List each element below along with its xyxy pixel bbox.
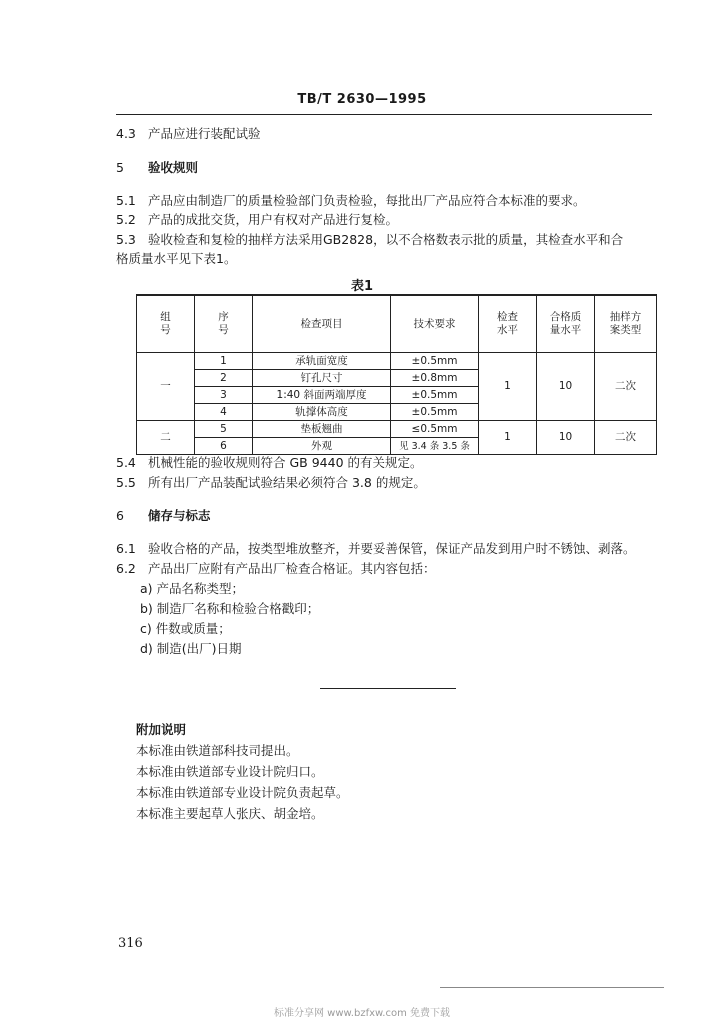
- clause-text: 所有出厂产品装配试验结果必须符合 3.8 的规定。: [148, 475, 426, 490]
- clause-number: 6.2: [116, 561, 136, 576]
- requirement-cell: 见 3.4 条 3.5 条: [391, 438, 479, 455]
- clause-6-2: [116, 561, 436, 577]
- clause-text-line1: 验收检查和复检的抽样方法采用GB2828，以不合格数表示批的质量，其检查水平和合: [148, 232, 624, 247]
- aql-cell: 10: [537, 353, 595, 421]
- item-cell: 钉孔尺寸: [253, 370, 391, 387]
- list-item: d) 制造(出厂)日期: [140, 641, 242, 656]
- inspection-level-cell: 1: [479, 353, 537, 421]
- header-item: 检查项目: [253, 295, 391, 353]
- section-number: 5: [116, 160, 124, 175]
- seq-cell: 1: [195, 353, 253, 370]
- scheme-cell: 二次: [595, 353, 657, 421]
- clause-5-3: [116, 232, 623, 248]
- clause-number: 5.3: [116, 232, 136, 247]
- section-title: 验收规则: [148, 160, 199, 175]
- requirement-cell: ≤0.5mm: [391, 421, 479, 438]
- clause-number: 5.1: [116, 193, 136, 208]
- clause-text: 产品的成批交货，用户有权对产品进行复检。: [148, 212, 399, 227]
- seq-cell: 2: [195, 370, 253, 387]
- section-5-heading: [116, 160, 198, 176]
- requirement-cell: ±0.5mm: [391, 387, 479, 404]
- page-number: 316: [118, 936, 143, 951]
- header-rule: [116, 114, 652, 115]
- table-caption: 表1: [350, 279, 374, 294]
- table-row: [137, 421, 657, 438]
- clause-number: 5.2: [116, 212, 136, 227]
- table-row: [137, 353, 657, 370]
- clause-5-5: [116, 475, 426, 491]
- end-divider: [320, 688, 456, 689]
- seq-cell: 3: [195, 387, 253, 404]
- header-aql: 合格质 量水平: [537, 295, 595, 353]
- clause-6-1: [116, 541, 636, 557]
- requirement-cell: ±0.8mm: [391, 370, 479, 387]
- section-6-heading: [116, 508, 211, 524]
- section-number: 6: [116, 508, 124, 523]
- clause-5-1: [116, 193, 586, 209]
- clause-text: 验收合格的产品，按类型堆放整齐，并要妥善保管，保证产品发到用户时不锈蚀、剥落。: [148, 541, 636, 556]
- aql-cell: 10: [537, 421, 595, 455]
- item-cell: 垫板翘曲: [253, 421, 391, 438]
- item-cell: 承轨面宽度: [253, 353, 391, 370]
- seq-cell: 4: [195, 404, 253, 421]
- note-line: 本标准主要起草人张庆、胡金培。: [136, 806, 324, 821]
- group-cell: 一: [137, 353, 195, 421]
- clause-text: 产品出厂应附有产品出厂检查合格证。其内容包括：: [148, 561, 436, 576]
- clause-number: 5.4: [116, 455, 136, 470]
- item-cell: 1:40 斜面两端厚度: [253, 387, 391, 404]
- footer-rule: [440, 987, 664, 988]
- table-header-row: [137, 295, 657, 353]
- scheme-cell: 二次: [595, 421, 657, 455]
- clause-4-3: [116, 126, 261, 142]
- clause-number: 4.3: [116, 126, 136, 141]
- requirement-cell: ±0.5mm: [391, 353, 479, 370]
- clause-text: 机械性能的验收规则符合 GB 9440 的有关规定。: [148, 455, 423, 470]
- seq-cell: 5: [195, 421, 253, 438]
- section-title: 储存与标志: [148, 508, 211, 523]
- list-item: a) 产品名称类型；: [140, 581, 245, 596]
- group-cell: 二: [137, 421, 195, 455]
- clause-text: 产品应进行装配试验: [148, 126, 261, 141]
- notes-title: 附加说明: [136, 722, 187, 737]
- note-line: 本标准由铁道部专业设计院负责起草。: [136, 785, 349, 800]
- list-item: c) 件数或质量；: [140, 621, 231, 636]
- standard-code-header: TB/T 2630—1995: [297, 92, 427, 107]
- item-cell: 轨撑体高度: [253, 404, 391, 421]
- requirement-cell: ±0.5mm: [391, 404, 479, 421]
- clause-5-2: [116, 212, 398, 228]
- header-inspection-level: 检查 水平: [479, 295, 537, 353]
- clause-5-3-continuation: 格质量水平见下表1。: [116, 251, 237, 266]
- seq-cell: 6: [195, 438, 253, 455]
- header-group: 组 号: [137, 295, 195, 353]
- clause-text: 产品应由制造厂的质量检验部门负责检验，每批出厂产品应符合本标准的要求。: [148, 193, 586, 208]
- inspection-table: [136, 294, 657, 455]
- header-scheme: 抽样方 案类型: [595, 295, 657, 353]
- item-cell: 外观: [253, 438, 391, 455]
- inspection-level-cell: 1: [479, 421, 537, 455]
- clause-5-4: [116, 455, 423, 471]
- header-requirement: 技术要求: [391, 295, 479, 353]
- header-seq: 序 号: [195, 295, 253, 353]
- note-line: 本标准由铁道部专业设计院归口。: [136, 764, 324, 779]
- watermark-text: 标准分享网 www.bzfxw.com 免费下载: [274, 1008, 450, 1019]
- clause-number: 5.5: [116, 475, 136, 490]
- clause-number: 6.1: [116, 541, 136, 556]
- list-item: b) 制造厂名称和检验合格戳印；: [140, 601, 320, 616]
- note-line: 本标准由铁道部科技司提出。: [136, 743, 299, 758]
